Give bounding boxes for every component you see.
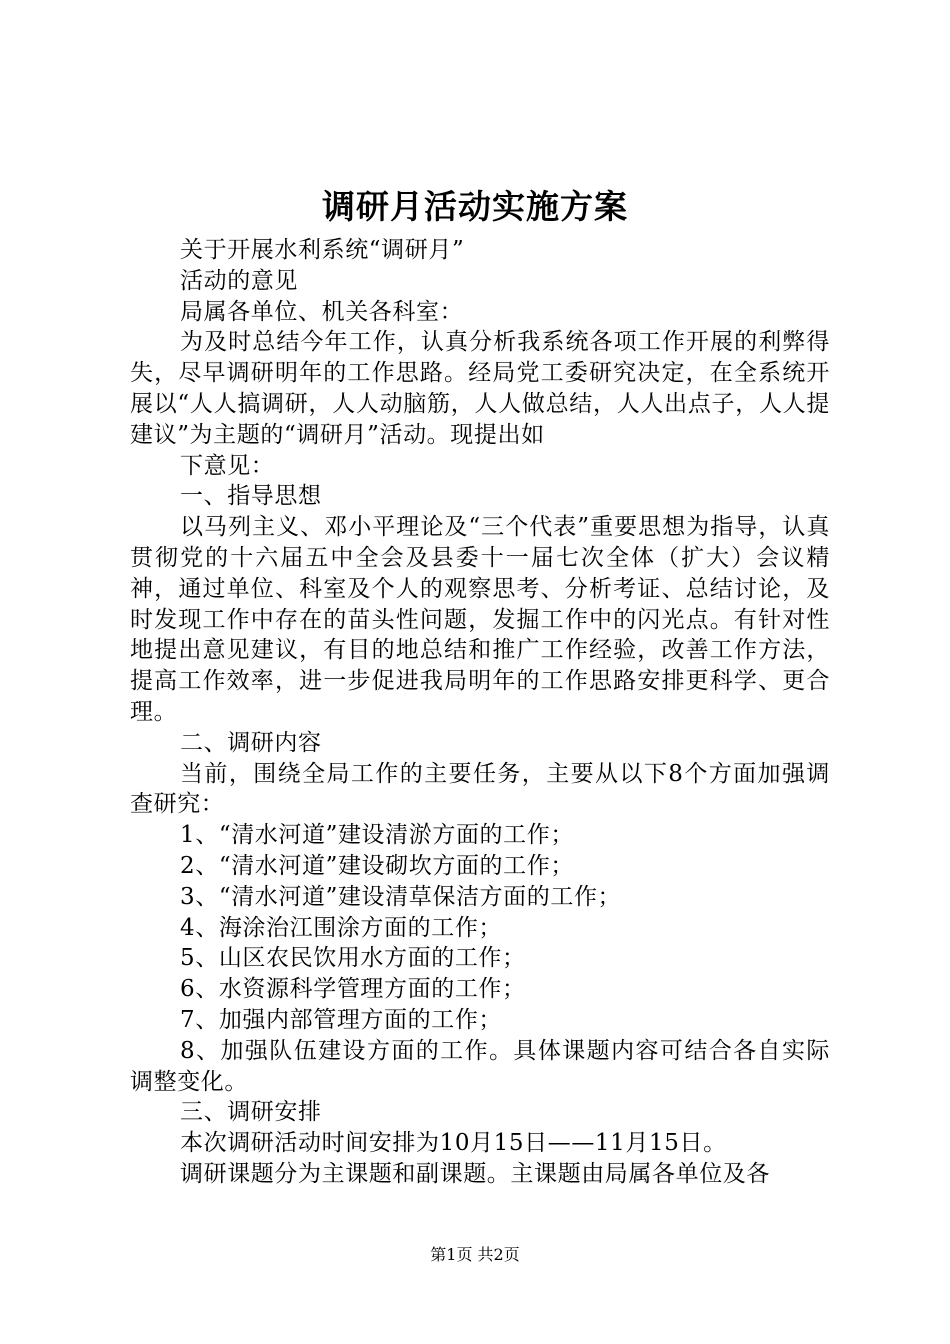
list-item: 4、海涂治江围涂方面的工作； (180, 914, 503, 941)
heading-line: 关于开展水利系统“调研月” (180, 237, 465, 263)
salutation: 局属各单位、机关各科室： (180, 298, 464, 325)
body-paragraph: 本次调研活动时间安排为10月15日——11月15日。 (180, 1130, 727, 1157)
section-heading: 二、调研内容 (180, 729, 322, 756)
section-heading: 一、指导思想 (180, 483, 322, 510)
list-item: 3、“清水河道”建设清草保洁方面的工作； (180, 883, 622, 910)
heading-line: 活动的意见 (180, 267, 298, 294)
body-paragraph: 为及时总结今年工作，认真分析我系统各项工作开展的利弊得失，尽早调研明年的工作思路。经局党工委研究决定，在全系统开展以“人人搞调研，人人动脑筋，人人做总结，人人出点子，人人提建议”为主题的“调研月”活动。现提出如 (130, 329, 830, 448)
page-footer: 第1页 共2页 (430, 1245, 520, 1264)
list-item: 7、加强内部管理方面的工作； (180, 1006, 503, 1033)
body-paragraph: 调研课题分为主课题和副课题。主课题由局属各单位及各 (180, 1160, 770, 1187)
list-item: 5、山区农民饮用水方面的工作； (180, 945, 526, 972)
section-heading: 三、调研安排 (180, 1099, 322, 1126)
list-item: 6、水资源科学管理方面的工作； (180, 976, 526, 1003)
body-paragraph: 以马列主义、邓小平理论及“三个代表”重要思想为指导，认真贯彻党的十六届五中全会及县委十一届七次全体（扩大）会议精神，通过单位、科室及个人的观察思考、分析考证、总结讨论，及时发现工作中存在的苗头性问题，发掘工作中的闪光点。有针对性地提出意见建议，有目的地总结和推广工作经验，改善工作方法，提高工作效率，进一步促进我局明年的工作思路安排更科学、更合理。 (130, 514, 830, 725)
document-title: 调研月活动实施方案 (322, 187, 628, 226)
body-paragraph: 下意见： (180, 452, 275, 479)
list-item: 1、“清水河道”建设清淤方面的工作； (180, 822, 574, 849)
list-item: 2、“清水河道”建设砌坎方面的工作； (180, 852, 574, 879)
list-item: 8、加强队伍建设方面的工作。具体课题内容可结合各自实际调整变化。 (130, 1037, 830, 1095)
document-body (130, 235, 830, 1190)
body-paragraph: 当前，围绕全局工作的主要任务，主要从以下8个方面加强调查研究： (130, 760, 830, 818)
